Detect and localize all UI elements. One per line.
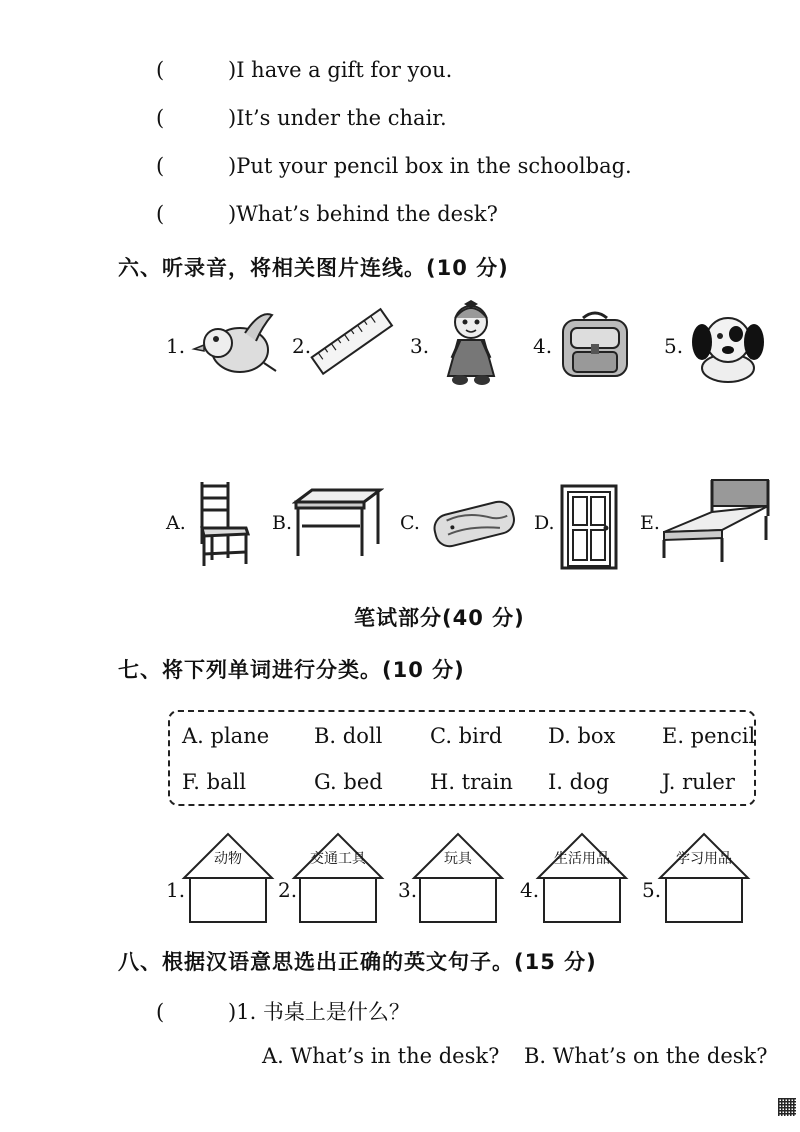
ruler-icon xyxy=(308,302,394,382)
section8-title: 八、根据汉语意思选出正确的英文句子。(15 分) xyxy=(118,950,597,974)
question-line xyxy=(156,58,452,82)
written-part-title: 笔试部分(40 分) xyxy=(354,606,525,630)
item-label: A. xyxy=(166,512,186,534)
house-number: 1. xyxy=(166,878,186,902)
category-house xyxy=(534,832,630,924)
house-outline-icon xyxy=(656,832,752,924)
close-paren: ) xyxy=(228,1000,237,1024)
house-outline-icon xyxy=(180,832,276,924)
item-label: 3. xyxy=(410,334,430,358)
open-paren: ( xyxy=(156,202,165,226)
door-icon xyxy=(560,484,618,570)
house-label: 玩具 xyxy=(444,851,472,867)
bird-icon xyxy=(190,305,280,380)
word-item: A. plane xyxy=(182,724,270,748)
chair-icon xyxy=(188,478,256,570)
doll-icon xyxy=(438,296,504,388)
bed-icon xyxy=(660,476,772,568)
option-b: B. What’s on the desk? xyxy=(524,1044,768,1068)
category-house xyxy=(656,832,752,924)
category-house xyxy=(410,832,506,924)
word-item: I. dog xyxy=(548,770,610,794)
section6-title: 六、听录音，将相关图片连线。(10 分) xyxy=(118,256,509,280)
question-line xyxy=(156,154,632,178)
section7-title: 七、将下列单词进行分类。(10 分) xyxy=(118,658,465,682)
house-label: 学习用品 xyxy=(676,851,732,867)
item-label: B. xyxy=(272,512,293,534)
question-line xyxy=(156,202,498,226)
house-outline-icon xyxy=(534,832,630,924)
word-item: C. bird xyxy=(430,724,503,748)
house-label: 动物 xyxy=(214,851,242,867)
schoolbag-icon xyxy=(555,308,635,382)
open-paren: ( xyxy=(156,106,165,130)
word-item: E. pencil xyxy=(662,724,756,748)
question-text: I have a gift for you. xyxy=(236,58,453,82)
desk-icon xyxy=(292,488,384,560)
open-paren: ( xyxy=(156,154,165,178)
item-label: D. xyxy=(534,512,555,534)
category-house xyxy=(290,832,386,924)
house-label: 交通工具 xyxy=(310,851,366,867)
close-paren: ) xyxy=(228,106,237,130)
item-label: 5. xyxy=(664,334,684,358)
word-item: J. ruler xyxy=(662,770,735,794)
question-text: Put your pencil box in the schoolbag. xyxy=(236,154,632,178)
qr-code-icon xyxy=(778,1098,796,1116)
close-paren: ) xyxy=(228,154,237,178)
house-outline-icon xyxy=(410,832,506,924)
item-label: C. xyxy=(400,512,420,534)
house-number: 2. xyxy=(278,878,298,902)
question-text: It’s under the chair. xyxy=(236,106,447,130)
pencil-box-icon xyxy=(428,494,520,552)
close-paren: ) xyxy=(228,58,237,82)
question-line xyxy=(156,996,410,1026)
house-number: 5. xyxy=(642,878,662,902)
question-text: What’s behind the desk? xyxy=(236,202,498,226)
item-label: 1. xyxy=(166,334,186,358)
word-box xyxy=(168,710,756,806)
question-line xyxy=(156,106,447,130)
close-paren: ) xyxy=(228,202,237,226)
word-item: D. box xyxy=(548,724,616,748)
question-text: 1. 书桌上是什么？ xyxy=(236,1000,410,1024)
open-paren: ( xyxy=(156,58,165,82)
word-item: F. ball xyxy=(182,770,247,794)
house-number: 4. xyxy=(520,878,540,902)
word-item: H. train xyxy=(430,770,513,794)
item-label: E. xyxy=(640,512,660,534)
option-a: A. What’s in the desk? xyxy=(262,1044,500,1068)
item-label: 4. xyxy=(533,334,553,358)
item-label: 2. xyxy=(292,334,312,358)
house-number: 3. xyxy=(398,878,418,902)
word-item: G. bed xyxy=(314,770,383,794)
word-item: B. doll xyxy=(314,724,383,748)
category-house xyxy=(180,832,276,924)
house-label: 生活用品 xyxy=(554,851,610,867)
open-paren: ( xyxy=(156,1000,165,1024)
house-outline-icon xyxy=(290,832,386,924)
dog-icon xyxy=(686,306,770,386)
